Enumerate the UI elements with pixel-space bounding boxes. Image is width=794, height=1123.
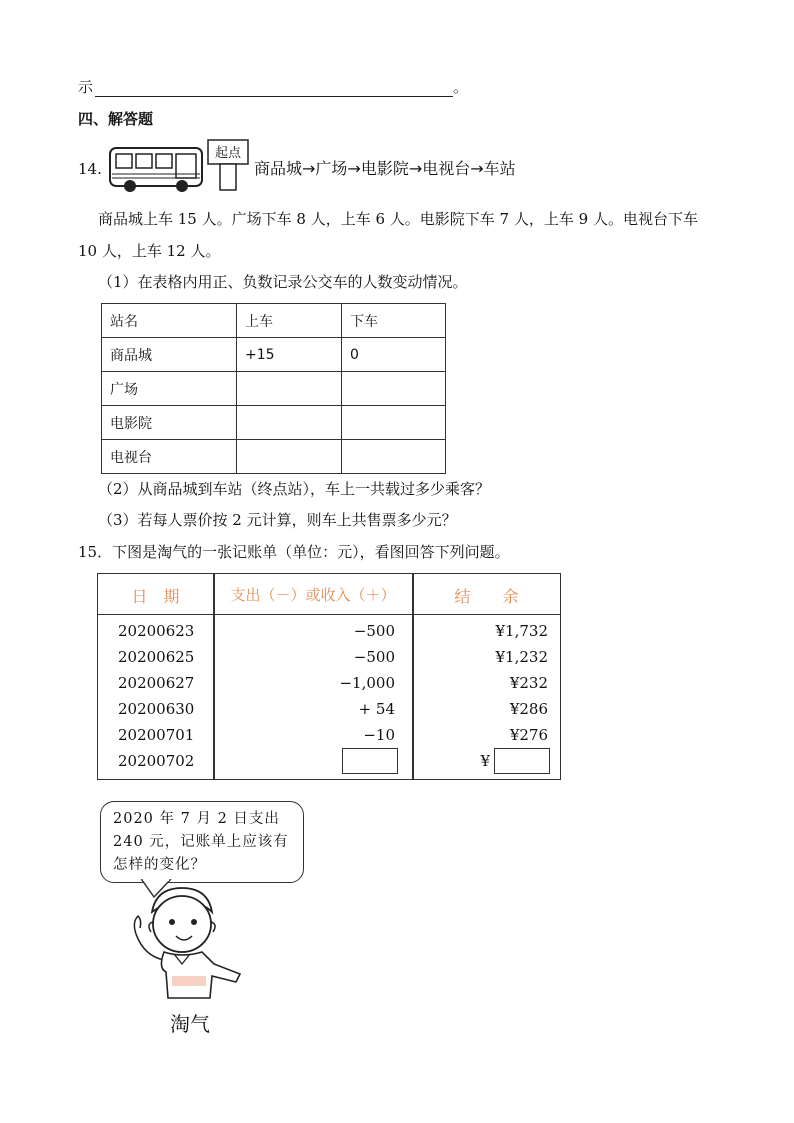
ledger-header-balance: 结 余 [454,587,519,606]
q14-sub-question-2: （2）从商品城到车站（终点站），车上一共载过多少乘客？ [98,480,491,498]
character-name: 淘气 [170,1012,210,1036]
table-row [102,440,446,474]
ledger-amount-answer-box[interactable] [342,748,398,774]
q14-sub-question-1: （1）在表格内用正、负数记录公交车的人数变动情况。 [98,273,468,291]
table-cell-input[interactable] [342,372,446,406]
table-row [102,338,446,372]
start-sign-label: 起点 [214,146,242,161]
question-14-number: 14. [78,160,102,178]
ledger-amount: −500 [353,622,395,640]
answer-line [78,76,468,97]
table-cell: 广场 [102,372,237,406]
ledger-amount: + 54 [358,700,395,718]
ledger-header-date: 日 期 [131,587,180,606]
taoqi-character [118,882,248,1007]
table-header-row [102,304,446,338]
speech-bubble-text: 2020 年 7 月 2 日支出 240 元，记账单上应该有怎样的变化？ [113,811,289,873]
ledger-date: 20200623 [118,622,195,640]
speech-bubble [100,801,304,883]
table-cell: 电影院 [102,406,237,440]
table-cell-input[interactable] [342,440,446,474]
table-cell-input[interactable] [342,406,446,440]
ledger-header-amount: 支出（－）或收入（＋） [230,586,396,604]
ledger-row [98,700,560,726]
q14-sub-question-3: （3）若每人票价按 2 元计算，则车上共售票多少元？ [98,511,457,529]
bus-illustration [108,138,250,194]
table-cell: 商品城 [102,338,237,372]
ledger-amount: −500 [353,648,395,666]
ledger-row [98,752,560,778]
ledger-row [98,648,560,674]
table-header-cell: 上车 [237,304,342,338]
table-header-cell: 站名 [102,304,237,338]
ledger-date: 20200625 [118,648,195,666]
q14-text-line-1: 商品城上车 15 人。广场下车 8 人，上车 6 人。电影院下车 7 人，上车 9 人。电视台下车 [98,210,698,228]
section-title: 四、解答题 [78,110,154,128]
answer-suffix: 。 [453,78,469,96]
ledger-amount: −10 [363,726,395,744]
table-cell: 0 [342,338,446,372]
ledger-row [98,726,560,752]
question-15-text: 15．下图是淘气的一张记账单（单位：元），看图回答下列问题。 [78,543,510,561]
table-cell: +15 [237,338,342,372]
table-row [102,406,446,440]
ledger-balance: ¥1,732 [495,622,548,640]
ledger-balance: ¥232 [509,674,548,692]
ledger-balance: ¥286 [509,700,548,718]
table-cell-input[interactable] [237,406,342,440]
table-cell: 电视台 [102,440,237,474]
bus-route: 商品城→广场→电影院→电视台→车站 [254,159,516,178]
ledger-date: 20200701 [118,726,195,744]
answer-prefix: 示 [78,78,94,96]
answer-blank[interactable] [95,80,453,97]
ledger-balance: ¥276 [509,726,548,744]
ledger-amount: −1,000 [339,674,395,692]
table-cell-input[interactable] [237,372,342,406]
q14-text-line-2: 10 人，上车 12 人。 [78,242,221,260]
ledger-date: 20200627 [118,674,195,692]
ledger-balance: ¥1,232 [495,648,548,666]
ledger-balance-currency: ¥ [480,752,490,770]
table-row [102,372,446,406]
table-cell-input[interactable] [237,440,342,474]
ledger-row [98,674,560,700]
ledger-row [98,622,560,648]
ledger-table [97,573,561,780]
table-header-cell: 下车 [342,304,446,338]
ledger-balance-answer-box[interactable] [494,748,550,774]
passenger-table [101,303,446,474]
ledger-date: 20200702 [118,752,195,770]
ledger-date: 20200630 [118,700,195,718]
